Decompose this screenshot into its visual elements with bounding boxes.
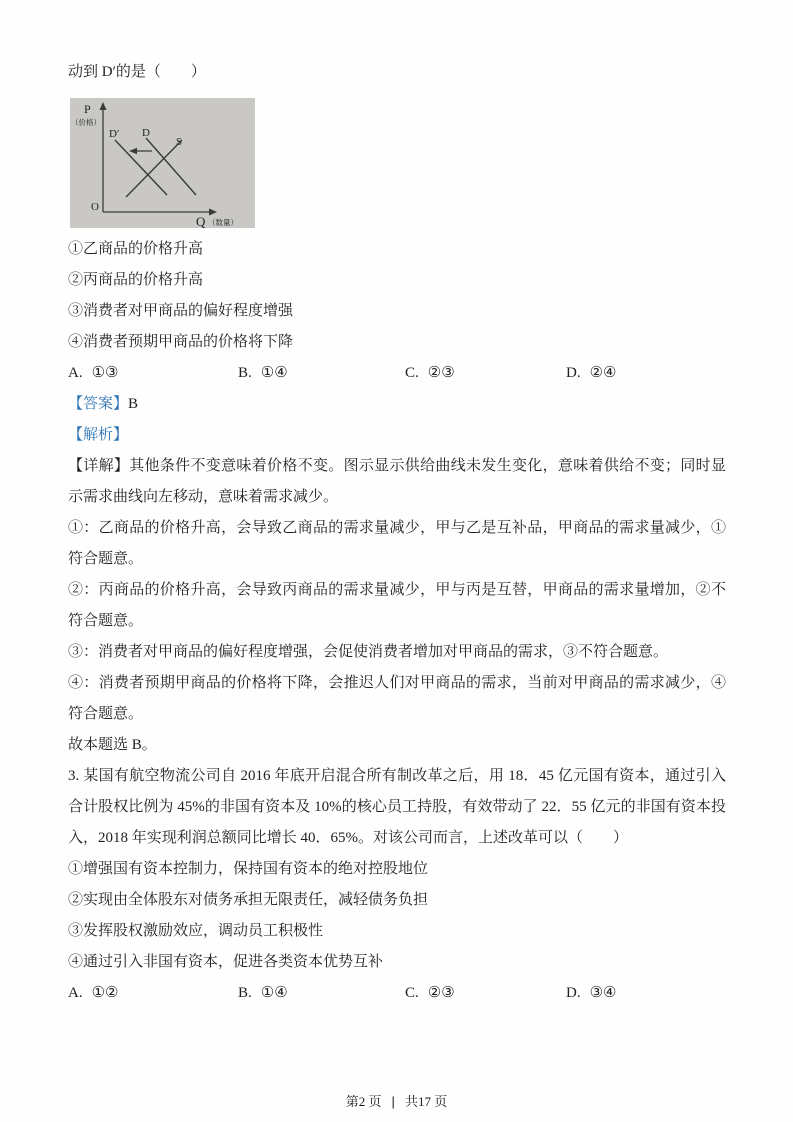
question2-option-b bbox=[238, 358, 405, 389]
question2-statement-3: ③消费者对甲商品的偏好程度增强 bbox=[68, 303, 294, 319]
option-value: ②③ bbox=[427, 365, 455, 381]
explanation-point-2: ②：丙商品的价格升高，会导致丙商品的需求量减少，甲与丙是互替，甲商品的需求量增加，②不符合题意。 bbox=[68, 582, 726, 629]
option-label: B. bbox=[238, 365, 252, 381]
supply-curve-label: S bbox=[176, 136, 183, 148]
question3-statement-3: ③发挥股权激励效应，调动员工积极性 bbox=[68, 923, 324, 939]
supply-demand-diagram bbox=[70, 98, 255, 228]
question2-statement-2: ②丙商品的价格升高 bbox=[68, 272, 204, 288]
option-label: D. bbox=[566, 985, 581, 1001]
analysis-line bbox=[68, 420, 726, 451]
answer-value: B bbox=[128, 396, 139, 412]
question3-options-row bbox=[68, 978, 726, 1009]
y-axis-sublabel: （价格） bbox=[71, 118, 101, 127]
x-axis-label: Q bbox=[196, 214, 206, 228]
footer-page-number: 第2 页 bbox=[345, 1094, 382, 1109]
question3-option-c bbox=[405, 978, 566, 1009]
option-label: A. bbox=[68, 365, 83, 381]
question2-options-row bbox=[68, 358, 726, 389]
explanation-point-1: ①：乙商品的价格升高，会导致乙商品的需求量减少，甲与乙是互补品，甲商品的需求量减少，①符合题意。 bbox=[68, 520, 726, 567]
conclusion-line: 故本题选 B。 bbox=[68, 737, 157, 753]
explanation-point-4: ④：消费者预期甲商品的价格将下降，会推迟人们对甲商品的需求，当前对甲商品的需求减少，④符合题意。 bbox=[68, 675, 726, 722]
option-label: D. bbox=[566, 365, 581, 381]
y-axis-label: P bbox=[84, 102, 91, 116]
option-value: ①④ bbox=[260, 365, 288, 381]
question2-stem-tail: 动到 D′的是（ ） bbox=[68, 64, 206, 80]
option-value: ①③ bbox=[91, 365, 119, 381]
question3-stem: 3. 某国有航空物流公司自 2016 年底开启混合所有制改革之后，用 18．45 亿元国有资本，通过引入合计股权比例为 45%的非国有资本及 10%的核心员工持股，有效带动了 22．55 亿元的非国有资本投入，2018 年实现利润总额同比增长 40．65%。对该公司而言，上述改革可以（ ） bbox=[68, 768, 726, 846]
question3-statement-4: ④通过引入非国有资本，促进各类资本优势互补 bbox=[68, 954, 384, 970]
question2-option-d bbox=[566, 358, 726, 389]
option-value: ①④ bbox=[260, 985, 288, 1001]
question3-option-b bbox=[238, 978, 405, 1009]
question2-statement-4: ④消费者预期甲商品的价格将下降 bbox=[68, 334, 294, 350]
question3-statement-2: ②实现由全体股东对债务承担无限责任，减轻债务负担 bbox=[68, 892, 429, 908]
option-value: ②④ bbox=[589, 365, 617, 381]
option-value: ②③ bbox=[427, 985, 455, 1001]
footer-total-pages: 共17 页 bbox=[404, 1094, 448, 1109]
option-label: A. bbox=[68, 985, 83, 1001]
demand-shifted-curve-label: D′ bbox=[109, 128, 120, 140]
question2-option-c bbox=[405, 358, 566, 389]
detail-paragraph: 【详解】其他条件不变意味着价格不变。图示显示供给曲线未发生变化，意味着供给不变；同时显示需求曲线向左移动，意味着需求减少。 bbox=[68, 458, 726, 505]
question3-option-a bbox=[68, 978, 238, 1009]
question3-option-d bbox=[566, 978, 726, 1009]
explanation-point-3: ③：消费者对甲商品的偏好程度增强，会促使消费者增加对甲商品的需求，③不符合题意。 bbox=[68, 644, 669, 660]
option-label: B. bbox=[238, 985, 252, 1001]
answer-line bbox=[68, 389, 726, 420]
option-label: C. bbox=[405, 985, 419, 1001]
question2-option-a bbox=[68, 358, 238, 389]
analysis-label: 【解析】 bbox=[68, 427, 129, 443]
footer-separator: | bbox=[391, 1094, 395, 1109]
answer-label: 【答案】 bbox=[68, 396, 129, 412]
question2-statement-1: ①乙商品的价格升高 bbox=[68, 241, 204, 257]
origin-label: O bbox=[91, 201, 99, 213]
page-content bbox=[68, 57, 726, 1009]
page-footer bbox=[0, 1091, 793, 1110]
option-label: C. bbox=[405, 365, 419, 381]
option-value: ③④ bbox=[589, 985, 617, 1001]
demand-curve-label: D bbox=[142, 127, 150, 139]
question3-statement-1: ①增强国有资本控制力，保持国有资本的绝对控股地位 bbox=[68, 861, 429, 877]
x-axis-sublabel: （数量） bbox=[208, 218, 238, 227]
option-value: ①② bbox=[91, 985, 119, 1001]
